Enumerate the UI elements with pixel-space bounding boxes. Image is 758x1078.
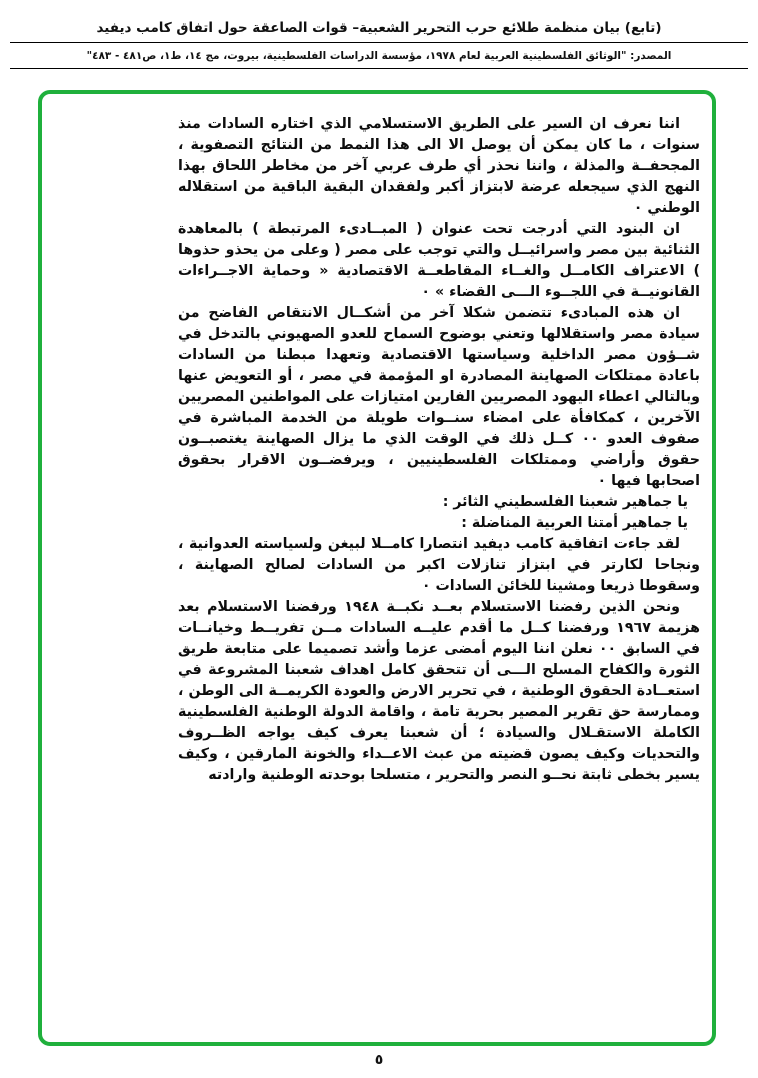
header-source-line: المصدر: "الوثائق الفلسطينية العربية لعام ١٩٧٨، مؤسسة الدراسات الفلسطينية، بيروت، مج ١٤، ط١، ص٤٨١ - ٤٨٣" — [86, 50, 672, 62]
paragraph: ونحن الذين رفضنا الاستسلام بعــد نكبــة ١٩٤٨ ورفضنا الاستسلام بعد هزيمة ١٩٦٧ ورفضنا كــل ما أقدم عليــه السادات مــن تفريــط وخيانــات في السابق ٠٠ نعلن اننا اليوم أمضى عزما وأشد تصميما على متابعة طريق الثورة والكفاح المسلح الـــى أن تتحقق كامل اهداف شعبنا المشروعة في استعــادة الحقوق الوطنية ، في تحرير الارض والعودة الكريمــة الى الوطن ، وممارسة حق تقرير المصير بحرية تامة ، واقامة الدولة الوطنية الفلسطينية الكاملة الاستقـلال والسيادة ؛ أن شعبنا يعرف كيف يواجه الظــروف والتحديات وكيف يصون قضيته من عبث الاعــداء والخونة المارقين ، وكيف يسير بخطى ثابتة نحــو النصر والتحرير ، متسلحا بوحدته الوطنية وارادته — [178, 599, 701, 783]
document-body — [178, 114, 700, 786]
page-header — [0, 0, 758, 69]
paragraph: ان البنود التي أدرجت تحت عنوان ( المبــادىء المرتبطة ) بالمعاهدة الثنائية بين مصر واسرائيــل والتي توجب على مصر ( وعلى من يحذو حذوها ) الاعتراف الكامــل والغــاء المقاطعــة الاقتصادية « وحماية الاجــراءات القانونيــة في اللجــوء الـــى القضاء » ٠ — [178, 221, 700, 300]
page-number: ٥ — [374, 1052, 384, 1068]
paragraph: ان هذه المبادىء تتضمن شكلا آخر من أشكــال الانتقاص الفاضح من سيادة مصر واستقلالها وتعني بوضوح السماح للعدو الصهيوني بالتدخل في شــؤون مصر الداخلية وسياستها الاقتصادية وتعهدا مبطنا من السادات باعادة ممتلكات الصهاينة المصادرة او المؤممة في مصر ، أو التعويض عنها وبالتالي اعطاء اليهود المصريين الفارين امتيازات على المواطنين المصريين الآخرين ، كمكافأة على امضاء سنــوات طويلة من الخدمة المباشرة في صفوف العدو ٠٠ كــل ذلك في الوقت الذي ما يزال الصهاينة يغتصبــون حقوق وأراضي وممتلكات الفلسطينيين ، ويرفضــون الاقرار بحقوق اصحابها فيها ٠ — [178, 305, 701, 489]
header-divider-bottom — [10, 68, 748, 69]
salutation-line: يا جماهير أمتنا العربية المناضلة : — [461, 515, 688, 531]
paragraph: لقد جاءت اتفاقية كامب ديفيد انتصارا كامــلا لبيغن ولسياسته العدوانية ، ونجاحا لكارتر في ابتزاز تنازلات اكبر من السادات لصالح الصهاينة ، وسقوطا ذريعا ومشينا للخائن السادات ٠ — [178, 536, 700, 594]
paragraph: اننا نعرف ان السير على الطريق الاستسلامي الذي اختاره السادات منذ سنوات ، ما كان يمكن أن يوصل الا الى هذا النمط من النتائج التصفوية ، المجحفــة والمذلة ، واننا نحذر أي طرف عربي آخر من مخاطر اللحاق بهذا النهج الذي سيجعله عرضة لابتزاز أكبر ولفقدان البقية الباقية من استقلاله الوطني ٠ — [178, 116, 700, 216]
header-divider-top — [10, 42, 748, 43]
header-title: (تابع) بيان منظمة طلائع حرب التحرير الشعبية– قوات الصاعقة حول اتفاق كامب ديفيد — [96, 20, 662, 36]
salutation-line: يا جماهير شعبنا الفلسطيني الثائر : — [442, 494, 688, 510]
